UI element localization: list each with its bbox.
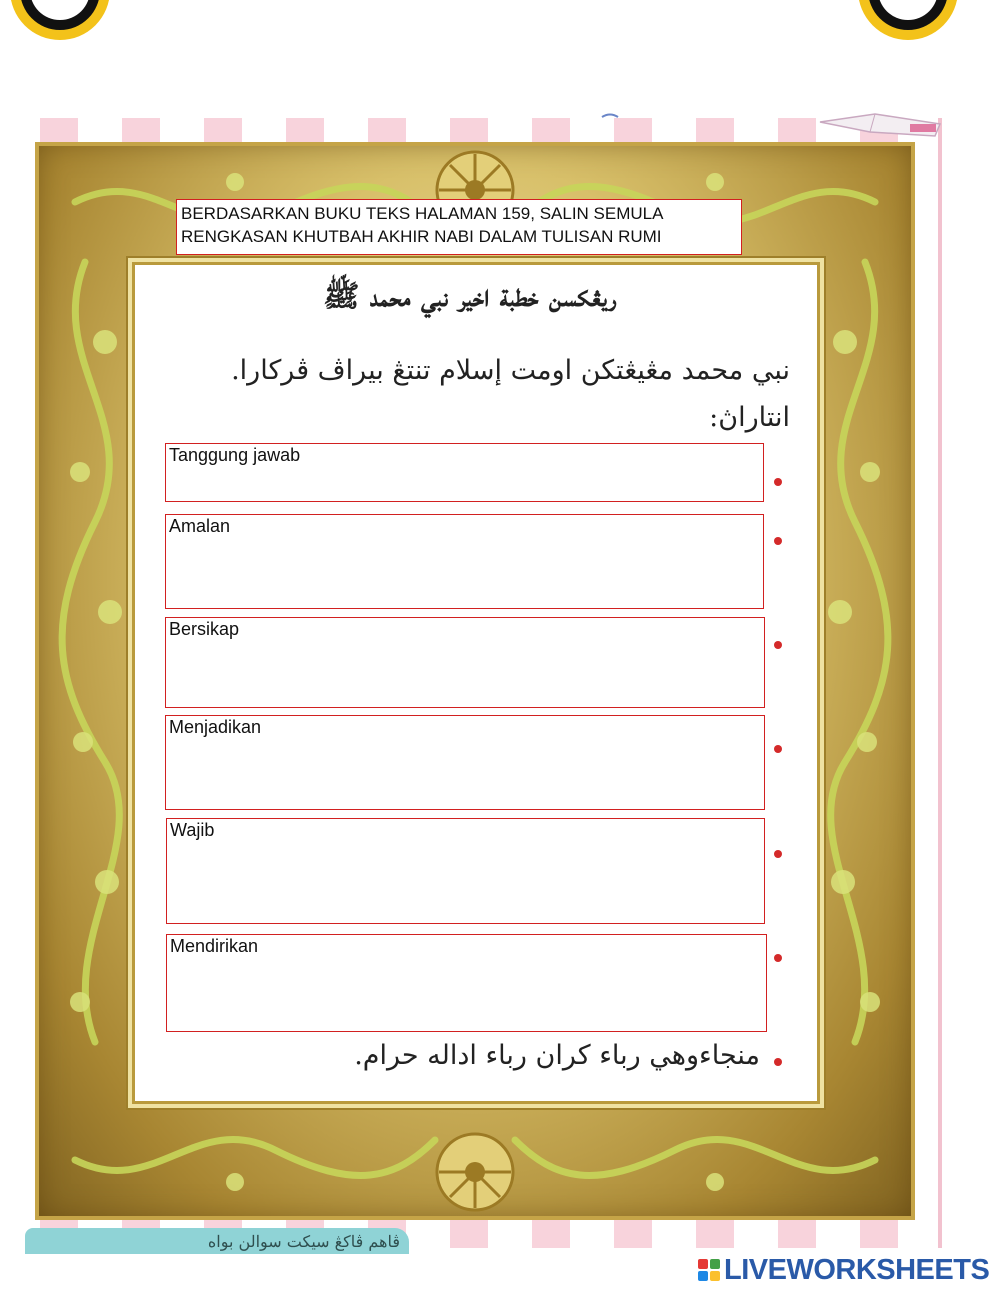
answer-field-bersikap[interactable] [165, 617, 765, 708]
instruction-line-2: RENGKASAN KHUTBAH AKHIR NABI DALAM TULISAN RUMI [181, 227, 662, 246]
bullet-point [774, 1058, 782, 1066]
answer-label: Bersikap [169, 619, 240, 639]
answer-label: Tanggung jawab [169, 445, 301, 465]
instruction-line-1: BERDASARKAN BUKU TEKS HALAMAN 159, SALIN SEMULA [181, 204, 664, 223]
answer-label: Menjadikan [169, 717, 262, 737]
bullet-point [774, 537, 782, 545]
page-edge [938, 118, 942, 1248]
decor-mark [600, 112, 620, 122]
instruction-box [176, 199, 742, 255]
liveworksheets-logo[interactable] [698, 1253, 989, 1287]
liveworksheets-icon [698, 1259, 720, 1281]
page-title: ريڠکسن خطبة اخير نبي محمد ﷺ [323, 279, 617, 314]
intro-text: نبي محمد مڠيڠتکن اومت إسلام تنتڠ بيراڤ ڤرکارا. [231, 355, 790, 386]
bullet-point [774, 745, 782, 753]
bottom-strip-text: ڤاهم ڤاکڠ سيکت سوالن بواه [207, 1232, 400, 1251]
answer-field-wajib[interactable] [166, 818, 765, 924]
book-illustration [815, 110, 945, 140]
docu-track-seal-right [853, 0, 963, 40]
answer-field-mendirikan[interactable] [166, 934, 767, 1032]
answer-field-amalan[interactable] [165, 514, 764, 609]
bullet-point [774, 954, 782, 962]
answer-label: Mendirikan [170, 936, 259, 956]
intro-text-continued: انتاراڽ: [709, 402, 790, 433]
docu-track-seal-left [5, 0, 115, 40]
bullet-point [774, 641, 782, 649]
last-item-text: منجاءوهي رباء کران رباء اداله حرام. [354, 1040, 760, 1071]
answer-label: Amalan [169, 516, 231, 536]
answer-field-menjadikan[interactable] [165, 715, 765, 810]
brand-name: LIVEWORKSHEETS [724, 1253, 990, 1286]
bullet-point [774, 850, 782, 858]
bullet-point [774, 478, 782, 486]
answer-field-tanggung-jawab[interactable] [165, 443, 764, 502]
answer-label: Wajib [170, 820, 215, 840]
